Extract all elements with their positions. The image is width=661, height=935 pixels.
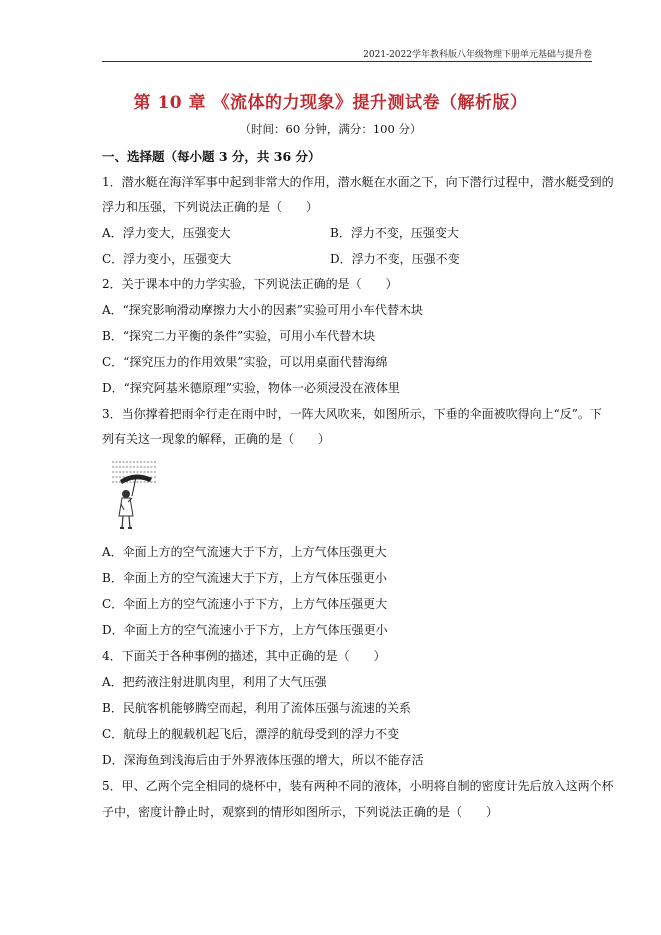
q1-stem-line2: 浮力和压强，下列说法正确的是（ ）: [102, 200, 319, 214]
q3-stem-line1: 3．当你撑着把雨伞行走在雨中时，一阵大风吹来，如图所示，下垂的伞面被吹得向上“反”。下: [102, 407, 602, 421]
q1-stem-line1: 1．潜水艇在海洋军事中起到非常大的作用，潜水艇在水面之下，向下潜行过程中，潜水艇受到的: [102, 175, 614, 189]
q4-option-d: D．深海鱼到浅海后由于外界液体压强的增大，所以不能存活: [102, 753, 424, 767]
q3-stem-line2: 列有关这一现象的解释，正确的是（ ）: [102, 432, 331, 446]
q5-stem-line2: 子中，密度计静止时，观察到的情形如图所示，下列说法正确的是（ ）: [102, 805, 499, 819]
q1-option-b: B．浮力不变，压强变大: [330, 226, 459, 240]
q1-option-a: A．浮力变大，压强变大: [102, 226, 231, 240]
exam-info: （时间：60 分钟，满分：100 分）: [239, 122, 422, 136]
q3-option-c: C．伞面上方的空气流速小于下方，上方气体压强更大: [102, 597, 388, 611]
q2-option-b: B．“探究二力平衡的条件”实验，可用小车代替木块: [102, 329, 376, 343]
q3-option-d: D．伞面上方的空气流速小于下方，上方气体压强更小: [102, 623, 388, 637]
q5-stem-line1: 5．甲、乙两个完全相同的烧杯中，装有两种不同的液体，小明将自制的密度计先后放入这两个杯: [102, 779, 614, 793]
q4-option-b: B．民航客机能够腾空而起，利用了流体压强与流速的关系: [102, 701, 411, 715]
q1-option-d: D．浮力不变，压强不变: [330, 252, 460, 266]
q4-option-c: C．航母上的舰载机起飞后，漂浮的航母受到的浮力不变: [102, 727, 400, 741]
running-header: 2021-2022学年教科版八年级物理下册单元基础与提升卷: [363, 50, 592, 60]
umbrella-figure: [110, 458, 160, 536]
q4-stem: 4．下面关于各种事例的描述，其中正确的是（ ）: [102, 649, 386, 663]
header-rule: [102, 61, 592, 62]
q1-option-c: C．浮力变小，压强变大: [102, 252, 232, 266]
section-heading: 一、选择题（每小题 3 分，共 36 分）: [102, 149, 321, 164]
q2-stem: 2．关于课本中的力学实验，下列说法正确的是（ ）: [102, 277, 398, 291]
q3-option-b: B．伞面上方的空气流速大于下方，上方气体压强更小: [102, 571, 387, 585]
person-dress-icon: [119, 498, 133, 516]
q4-option-a: A．把药液注射进肌肉里，利用了大气压强: [102, 675, 327, 689]
q2-option-a: A．“探究影响滑动摩擦力大小的因素”实验可用小车代替木块: [102, 303, 423, 317]
q2-option-d: D．“探究阿基米德原理”实验，物体一必须浸没在液体里: [102, 381, 400, 395]
page-title: 第 10 章 《流体的力现象》提升测试卷（解析版）: [133, 93, 528, 113]
q3-option-a: A．伞面上方的空气流速大于下方，上方气体压强更大: [102, 545, 387, 559]
person-head-icon: [122, 490, 130, 498]
q2-option-c: C．“探究压力的作用效果”实验，可以用桌面代替海绵: [102, 355, 388, 369]
